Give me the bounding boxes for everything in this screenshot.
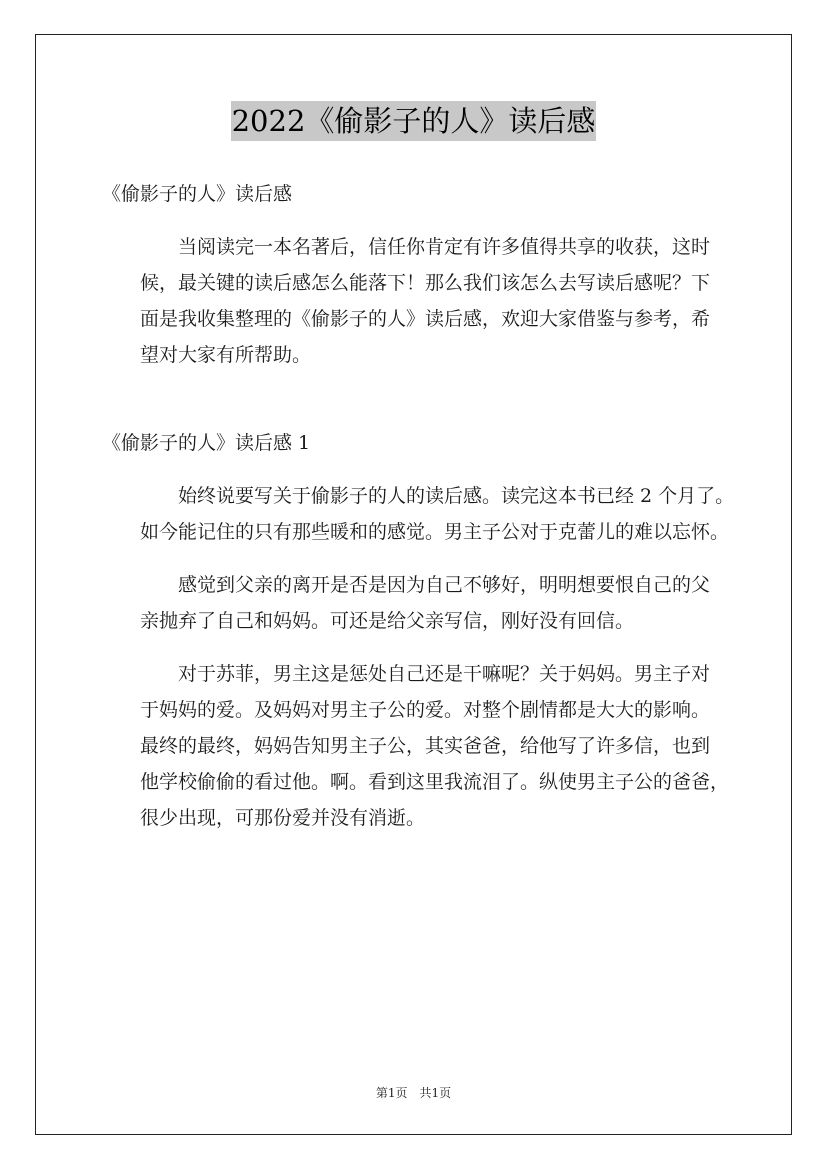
text-line: 感觉到父亲的离开是否是因为自己不够好，明明想要恨自己的父 xyxy=(140,574,711,596)
document-body xyxy=(102,176,735,836)
page-number: 第1页 共1页 xyxy=(375,1086,452,1100)
intro-paragraph xyxy=(102,229,732,373)
section1-paragraph-3 xyxy=(102,656,732,836)
spacer xyxy=(102,373,732,425)
section1-heading: 《偷影子的人》读后感 1 xyxy=(102,432,311,454)
text-line: 亲抛弃了自己和妈妈。可还是给父亲写信，刚好没有回信。 xyxy=(140,610,635,632)
intro-heading: 《偷影子的人》读后感 xyxy=(102,183,293,205)
text-line: 如今能记住的只有那些暖和的感觉。男主子公对于克蕾儿的难以忘怀。 xyxy=(140,521,730,543)
text-line: 当阅读完一本名著后，信任你肯定有许多值得共享的收获，这时 xyxy=(140,236,711,258)
spacer xyxy=(102,550,732,567)
text-line: 最终的最终，妈妈告知男主子公，其实爸爸，给他写了许多信，也到 xyxy=(140,735,711,757)
text-line: 候，最关键的读后感怎么能落下！那么我们该怎么去写读后感呢？下 xyxy=(140,272,711,294)
text-line: 于妈妈的爱。及妈妈对男主子公的爱。对整个剧情都是大大的影响。 xyxy=(140,699,711,721)
text-line: 很少出现，可那份爱并没有消逝。 xyxy=(140,807,426,829)
text-line: 始终说要写关于偷影子的人的读后感。读完这本书已经 2 个月了。 xyxy=(140,485,735,507)
spacer xyxy=(102,212,732,229)
section1-paragraph-2 xyxy=(102,567,732,639)
document-title: 2022《偷影子的人》读后感 xyxy=(231,101,597,141)
page-footer xyxy=(0,1084,827,1101)
section1-paragraph-1 xyxy=(102,478,735,550)
spacer xyxy=(102,639,732,656)
text-line: 他学校偷偷的看过他。啊。看到这里我流泪了。纵使男主子公的爸爸， xyxy=(140,771,730,793)
text-line: 面是我收集整理的《偷影子的人》读后感，欢迎大家借鉴与参考，希 xyxy=(140,308,711,330)
title-area xyxy=(0,101,827,141)
text-line: 望对大家有所帮助。 xyxy=(140,344,312,366)
text-line: 对于苏菲，男主这是惩处自己还是干嘛呢？关于妈妈。男主子对 xyxy=(140,663,711,685)
